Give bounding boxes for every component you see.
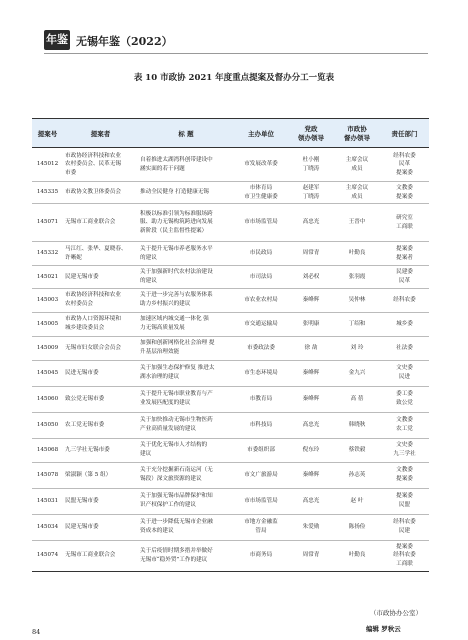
column-header: 标 题: [138, 119, 234, 148]
proposal-number: 145071: [32, 204, 63, 242]
party-leader-cell: 刘必权: [288, 266, 334, 288]
cppcc-leader-cell: 陈扬俭: [334, 514, 380, 540]
page-header: [0, 30, 468, 52]
title-cell: 关于加强新时代农村法治建设 的建议: [138, 266, 234, 288]
proposer-cell: 民盟无锡市委: [63, 488, 138, 514]
dept-cell: 提案委 民盟: [380, 488, 429, 514]
column-header: 责任部门: [380, 119, 429, 148]
party-leader-cell: 周常青: [288, 242, 334, 266]
party-leader-cell: 秦峰辉: [288, 462, 334, 488]
party-leader-cell: 张明康: [288, 312, 334, 336]
host-unit-cell: 市司法局: [234, 266, 288, 288]
host-unit-cell: 市教育局: [234, 386, 288, 412]
party-leader-cell: 赵建军 丁晓涛: [288, 182, 334, 204]
title-cell: 关于加快推动无锡市生物医药 产业高质量发展的建议: [138, 412, 234, 438]
cppcc-leader-cell: 韩晓秋: [334, 412, 380, 438]
proposer-cell: 致公党无锡市委: [63, 386, 138, 412]
dept-cell: 文教委 农工党: [380, 412, 429, 438]
proposer-cell: 市政协经济科技和农业 农村委员会、民革无锡 市委: [63, 148, 138, 182]
title-cell: 关于充分挖掘新石南运河（无 锡段）深文旅资源的建议: [138, 462, 234, 488]
proposal-number: 145060: [32, 386, 63, 412]
cppcc-leader-cell: 赵 叶: [334, 488, 380, 514]
table-header-row: [32, 119, 429, 148]
title-cell: 积极以标准引领为标准服场跨 服、助力无锡构筑跨进向发展 新阶段（民主监督性提案）: [138, 204, 234, 242]
title-cell: 关于进一步完善与农服务体系 助力乡村振兴的建议: [138, 288, 234, 312]
title-cell: 加速区域内城交通一体化 强 力无锡高质量发展: [138, 312, 234, 336]
party-leader-cell: 朱爱勋: [288, 514, 334, 540]
party-leader-cell: 高忠光: [288, 204, 334, 242]
host-unit-cell: 市文广旅游局: [234, 462, 288, 488]
cppcc-leader-cell: 叶勤良: [334, 540, 380, 571]
cppcc-leader-cell: 王晋中: [334, 204, 380, 242]
table-row: [32, 182, 429, 204]
cppcc-leader-cell: 吴仲林: [334, 288, 380, 312]
proposal-number: 145003: [32, 288, 63, 312]
proposer-cell: 无锡市工商业联合会: [63, 540, 138, 571]
proposer-cell: 农工党无锡市委: [63, 412, 138, 438]
title-cell: 关于进一步降低无锡市企业融 资成本的建议: [138, 514, 234, 540]
proposal-number: 145050: [32, 412, 63, 438]
title-cell: 自着推进太湖湾科创带建设中 涵实面的若干问题: [138, 148, 234, 182]
title-cell: 关于加强无锡市品牌保护和知 识产权保护工作的建议: [138, 488, 234, 514]
header-divider: [44, 53, 428, 54]
host-unit-cell: 市委政法委: [234, 336, 288, 360]
column-header: 市政协 督办领导: [334, 119, 380, 148]
table-row: [32, 360, 429, 386]
table-row: [32, 514, 429, 540]
table-row: [32, 266, 429, 288]
proposer-cell: 市政协人口资源环境和 城乡建设委员会: [63, 312, 138, 336]
proposer-cell: 市政协文教卫体委员会: [63, 182, 138, 204]
proposer-cell: 市政协经济科技和农业 农村委员会: [63, 288, 138, 312]
dept-cell: 文史委 九三学社: [380, 438, 429, 462]
proposal-table: [32, 118, 429, 572]
proposer-cell: 民建无锡市委: [63, 514, 138, 540]
party-leader-cell: 周常青: [288, 540, 334, 571]
column-header: 提案者: [63, 119, 138, 148]
dept-cell: 城乡委: [380, 312, 429, 336]
dept-cell: 提案委 经科农委 工商联: [380, 540, 429, 571]
proposal-number: 145335: [32, 182, 63, 204]
table-title: 表 10 市政协 2021 年度重点提案及督办分工一览表: [133, 73, 335, 83]
title-cell: 关于提升无锡市职业教育与产 业发展匹配度的建议: [138, 386, 234, 412]
table-row: [32, 462, 429, 488]
cppcc-leader-cell: 叶勤良: [334, 242, 380, 266]
proposal-number: 145034: [32, 514, 63, 540]
proposal-number: 145009: [32, 336, 63, 360]
proposal-number: 145074: [32, 540, 63, 571]
title-cell: 关于提升无锡市养老服务水平 的建议: [138, 242, 234, 266]
dept-cell: 研究室 工商联: [380, 204, 429, 242]
dept-cell: 社法委: [380, 336, 429, 360]
table-row: [32, 540, 429, 571]
table-row: [32, 242, 429, 266]
source-note: （市政协办公室）: [370, 609, 422, 617]
party-leader-cell: 高忠光: [288, 412, 334, 438]
proposal-number: 145021: [32, 266, 63, 288]
dept-cell: 文教委 提案委: [380, 462, 429, 488]
cppcc-leader-cell: 蔡铁毅: [334, 438, 380, 462]
table-row: [32, 386, 429, 412]
cppcc-leader-cell: 孙志英: [334, 462, 380, 488]
host-unit-cell: 市体育局 市卫生健康委: [234, 182, 288, 204]
party-leader-cell: 倪东玲: [288, 438, 334, 462]
host-unit-cell: 市发展改革委: [234, 148, 288, 182]
proposer-cell: 马江红、张华、夏晓春、 许晰妮: [63, 242, 138, 266]
cppcc-leader-cell: 高 蓓: [334, 386, 380, 412]
title-cell: 关于优化无锡市人才结构的 建议: [138, 438, 234, 462]
host-unit-cell: 市交通运输局: [234, 312, 288, 336]
party-leader-cell: 杜小刚 丁晓涛: [288, 148, 334, 182]
host-unit-cell: 市市场监管局: [234, 488, 288, 514]
host-unit-cell: 市生态环境局: [234, 360, 288, 386]
cppcc-leader-cell: 丁绍和: [334, 312, 380, 336]
proposer-cell: 梁淑颖（第 5 组）: [63, 462, 138, 488]
column-header: 提案号: [32, 119, 63, 148]
yearbook-logo: 年鉴: [44, 30, 70, 50]
dept-cell: 经科农委 民革 提案委: [380, 148, 429, 182]
proposer-cell: 民建无锡市委: [63, 266, 138, 288]
party-leader-cell: 徐 劼: [288, 336, 334, 360]
party-leader-cell: 高忠光: [288, 488, 334, 514]
proposal-number: 145005: [32, 312, 63, 336]
party-leader-cell: 秦峰辉: [288, 288, 334, 312]
host-unit-cell: 市民政局: [234, 242, 288, 266]
title-cell: 推动全民健身 打造健康无锡: [138, 182, 234, 204]
dept-cell: 文史委 民进: [380, 360, 429, 386]
table-row: [32, 412, 429, 438]
editor-credit: 编辑 罗秋云: [366, 625, 401, 633]
proposer-cell: 无锡市工商业联合会: [63, 204, 138, 242]
host-unit-cell: 市科技局: [234, 412, 288, 438]
cppcc-leader-cell: 主席会议 成员: [334, 182, 380, 204]
proposal-number: 145068: [32, 438, 63, 462]
table-row: [32, 488, 429, 514]
proposal-number: 145045: [32, 360, 63, 386]
host-unit-cell: 市市场监管局: [234, 204, 288, 242]
table-row: [32, 204, 429, 242]
dept-cell: 委工委 致公党: [380, 386, 429, 412]
dept-cell: 经科农委: [380, 288, 429, 312]
proposal-number: 145078: [32, 462, 63, 488]
table-row: [32, 288, 429, 312]
title-cell: 关于加强生态保护修复 推进太 湖水治理的建议: [138, 360, 234, 386]
title-cell: 加强和创新网格化社会治理 提 升基层治理效能: [138, 336, 234, 360]
dept-cell: 经科农委 民建: [380, 514, 429, 540]
column-header: 主办单位: [234, 119, 288, 148]
dept-cell: 提案委 提案者: [380, 242, 429, 266]
table-row: [32, 336, 429, 360]
cppcc-leader-cell: 张羽霞: [334, 266, 380, 288]
table-row: [32, 312, 429, 336]
proposal-number: 145031: [32, 488, 63, 514]
proposer-cell: 九三学社无锡市委: [63, 438, 138, 462]
dept-cell: 文教委 提案委: [380, 182, 429, 204]
cppcc-leader-cell: 刘 玲: [334, 336, 380, 360]
host-unit-cell: 市商务局: [234, 540, 288, 571]
host-unit-cell: 市委组织部: [234, 438, 288, 462]
proposal-number: 145332: [32, 242, 63, 266]
proposer-cell: 民进无锡市委: [63, 360, 138, 386]
party-leader-cell: 秦峰辉: [288, 386, 334, 412]
column-header: 党政 领办领导: [288, 119, 334, 148]
dept-cell: 民建委 民革: [380, 266, 429, 288]
page-number: 84: [32, 628, 41, 636]
host-unit-cell: 市地方金融监 管局: [234, 514, 288, 540]
table-row: [32, 438, 429, 462]
cppcc-leader-cell: 金九兴: [334, 360, 380, 386]
proposer-cell: 无锡市妇女联合会员会: [63, 336, 138, 360]
party-leader-cell: 秦峰辉: [288, 360, 334, 386]
proposal-number: 145012: [32, 148, 63, 182]
host-unit-cell: 市农业农村局: [234, 288, 288, 312]
table-row: [32, 148, 429, 182]
yearbook-title: 无锡年鉴（2022）: [76, 35, 173, 48]
title-cell: 关于后疫情时期多措并举做好 无锡市“稳外贸”工作的建议: [138, 540, 234, 571]
cppcc-leader-cell: 主席会议 成员: [334, 148, 380, 182]
